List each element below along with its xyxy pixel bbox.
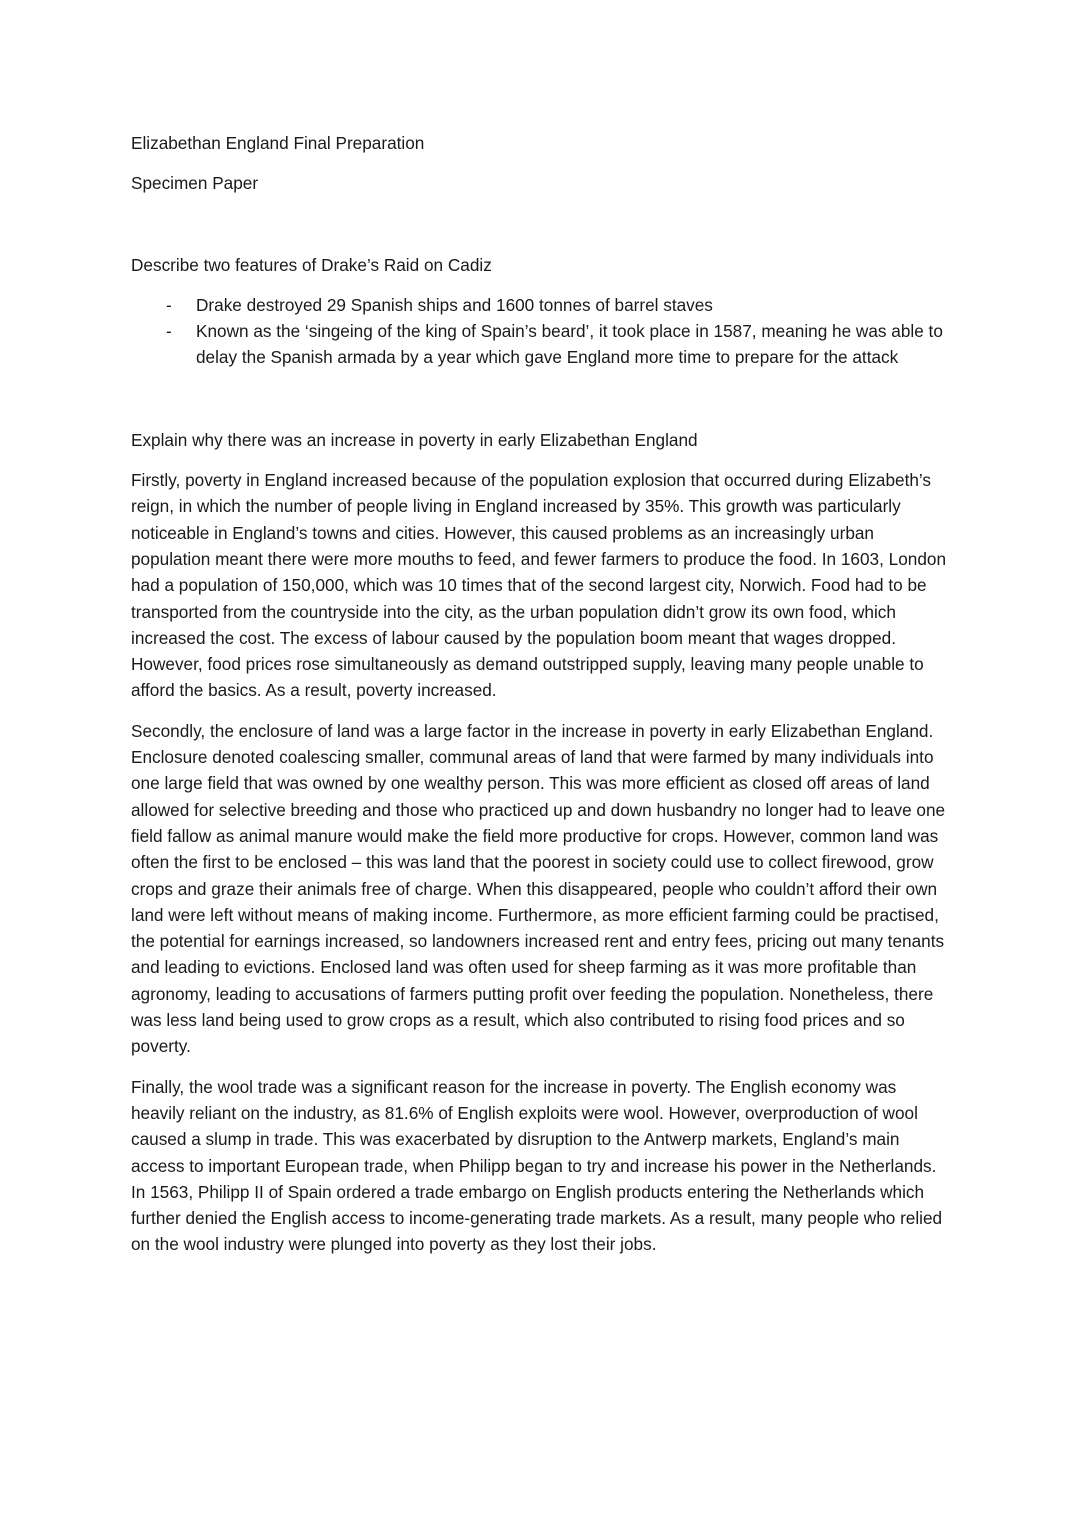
bullet-text: Drake destroyed 29 Spanish ships and 1600 tonnes of barrel staves bbox=[196, 294, 713, 315]
document-subtitle: Specimen Paper bbox=[131, 173, 259, 194]
document-body bbox=[131, 130, 953, 1258]
list-item bbox=[166, 292, 953, 318]
answer-paragraph-enclosure: Secondly, the enclosure of land was a large factor in the increase in poverty in early Elizabethan England. Enclosure denoted coalescing smaller, communal areas of land that were farmed by many individuals into one large field that was owned by one wealthy person. This was more efficient as closed off areas of land allowed for selective breeding and those who practiced up and down husbandry no longer had to leave one field fallow as animal manure would make the field more productive for crops. However, common land was often the first to be enclosed – this was land that the poorest in society could use to collect firewood, grow crops and graze their animals free of charge. When this disappeared, people who couldn’t afford their own land were left without means of making income. Furthermore, as more efficient farming could be practised, the potential for earnings increased, so landowners increased rent and entry fees, pricing out many tenants and leading to evictions. Enclosed land was often used for sheep farming as it was more profitable than agronomy, leading to accusations of farmers putting profit over feeding the population. Nonetheless, there was less land being used to grow crops as a result, which also contributed to rising food prices and so poverty. bbox=[131, 720, 946, 1057]
bullet-text: Known as the ‘singeing of the king of Spain’s beard’, it took place in 1587, meaning he was able to delay the Spanish armada by a year which gave England more time to prepare for the attack bbox=[196, 321, 943, 368]
question-1-answer-list bbox=[131, 292, 953, 371]
document-title: Elizabethan England Final Preparation bbox=[131, 133, 425, 153]
answer-paragraph-wool-trade: Finally, the wool trade was a significant reason for the increase in poverty. The English economy was heavily reliant on the industry, as 81.6% of English exploits were wool. However, overproduction of wool caused a slump in trade. This was exacerbated by disruption to the Antwerp markets, England’s main access to important European trade, when Philipp began to try and increase his power in the Netherlands. In 1563, Philipp II of Spain ordered a trade embargo on English products entering the Netherlands which further denied the English access to income-generating trade markets. As a result, many people who relied on the wool industry were plunged into poverty as they lost their jobs. bbox=[131, 1076, 943, 1255]
bullet-dash: - bbox=[166, 294, 172, 315]
question-1-prompt: Describe two features of Drake’s Raid on Cadiz bbox=[131, 254, 492, 275]
list-item bbox=[166, 318, 953, 371]
answer-paragraph-population: Firstly, poverty in England increased because of the population explosion that occurred during Elizabeth’s reign, in which the number of people living in England increased by 35%. This growth was particularly noticeable in England’s towns and cities. However, this caused problems as an increasingly urban population meant there were more mouths to feed, and fewer farmers to produce the food. In 1603, London had a population of 150,000, which was 10 times that of the second largest city, Norwich. Food had to be transported from the countryside into the city, as the urban population didn’t grow its own food, which increased the cost. The excess of labour caused by the population boom meant that wages dropped. However, food prices rose simultaneously as demand outstripped supply, leaving many people unable to afford the basics. As a result, poverty increased. bbox=[131, 470, 947, 701]
bullet-dash: - bbox=[166, 321, 172, 342]
question-2-prompt: Explain why there was an increase in poverty in early Elizabethan England bbox=[131, 429, 698, 450]
